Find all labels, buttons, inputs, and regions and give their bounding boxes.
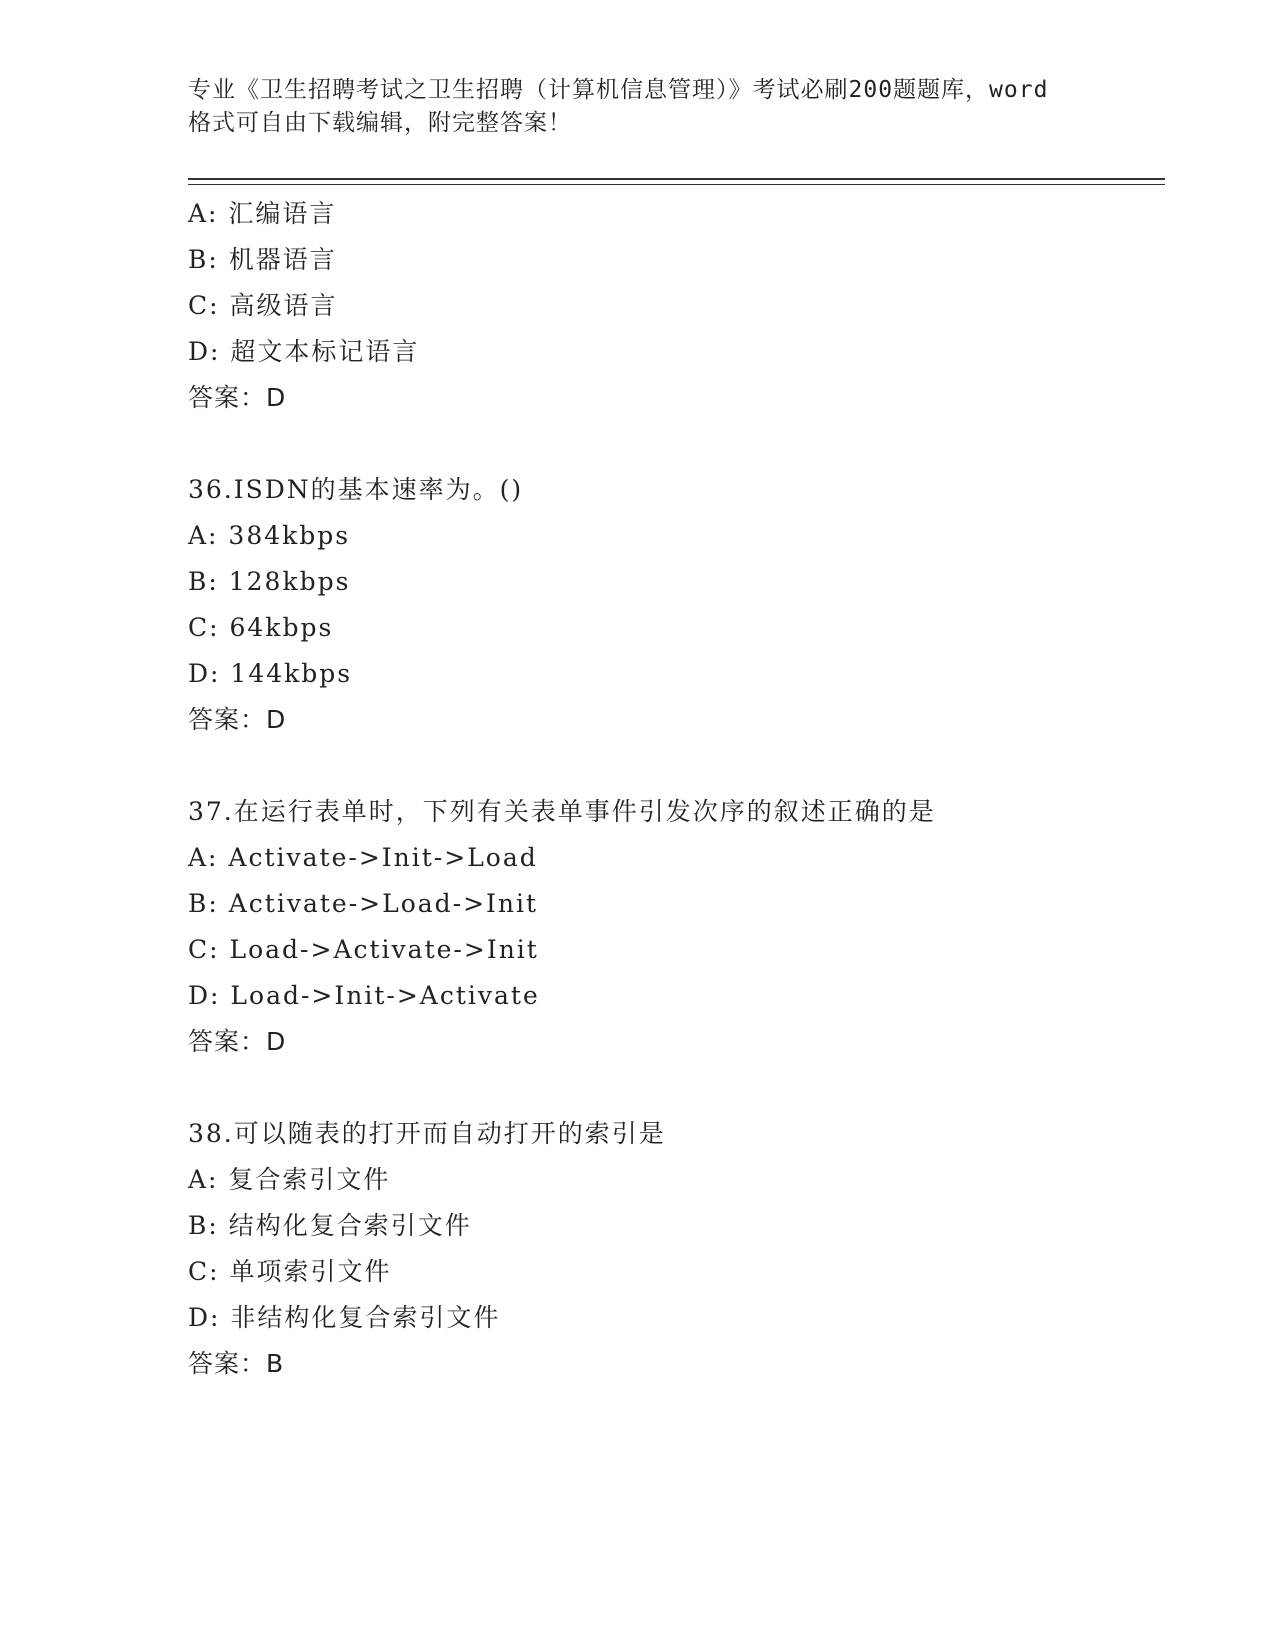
spacer bbox=[188, 1065, 1188, 1111]
header-title-line-2: 格式可自由下载编辑，附完整答案！ bbox=[188, 110, 572, 136]
option-b: B: 结构化复合索引文件 bbox=[188, 1211, 472, 1240]
option-c: C: 单项索引文件 bbox=[188, 1257, 392, 1286]
option-b: B: 128kbps bbox=[188, 567, 351, 596]
option-d: D: Load->Init->Activate bbox=[188, 981, 540, 1010]
option-a: A: Activate->Init->Load bbox=[188, 843, 538, 872]
option-b: B: 机器语言 bbox=[188, 245, 337, 274]
option-d: D: 超文本标记语言 bbox=[188, 337, 420, 366]
question-block-36 bbox=[188, 467, 1188, 743]
option-c: C: 高级语言 bbox=[188, 291, 338, 320]
header-divider bbox=[188, 178, 1165, 185]
question-block-37 bbox=[188, 789, 1188, 1065]
answer-line: 答案：B bbox=[188, 1349, 285, 1378]
question-list bbox=[188, 191, 1188, 1387]
answer-line: 答案：D bbox=[188, 1027, 287, 1056]
option-a: A: 复合索引文件 bbox=[188, 1165, 391, 1194]
option-a: A: 384kbps bbox=[188, 521, 351, 550]
option-d: D: 非结构化复合索引文件 bbox=[188, 1303, 501, 1332]
answer-line: 答案：D bbox=[188, 705, 287, 734]
option-b: B: Activate->Load->Init bbox=[188, 889, 539, 918]
spacer bbox=[188, 743, 1188, 789]
answer-line: 答案：D bbox=[188, 383, 287, 412]
option-d: D: 144kbps bbox=[188, 659, 353, 688]
option-c: C: Load->Activate->Init bbox=[188, 935, 539, 964]
spacer bbox=[188, 421, 1188, 467]
option-a: A: 汇编语言 bbox=[188, 199, 337, 228]
header-title-line-1: 专业《卫生招聘考试之卫生招聘（计算机信息管理）》考试必刷200题题库，word bbox=[188, 77, 1049, 103]
question-stem: 38.可以随表的打开而自动打开的索引是 bbox=[188, 1119, 666, 1148]
option-c: C: 64kbps bbox=[188, 613, 334, 642]
question-block-prev bbox=[188, 191, 1188, 421]
question-stem: 36.ISDN的基本速率为。() bbox=[188, 475, 524, 504]
question-stem: 37.在运行表单时，下列有关表单事件引发次序的叙述正确的是 bbox=[188, 797, 936, 826]
question-block-38 bbox=[188, 1111, 1188, 1387]
page-header bbox=[188, 74, 1088, 140]
